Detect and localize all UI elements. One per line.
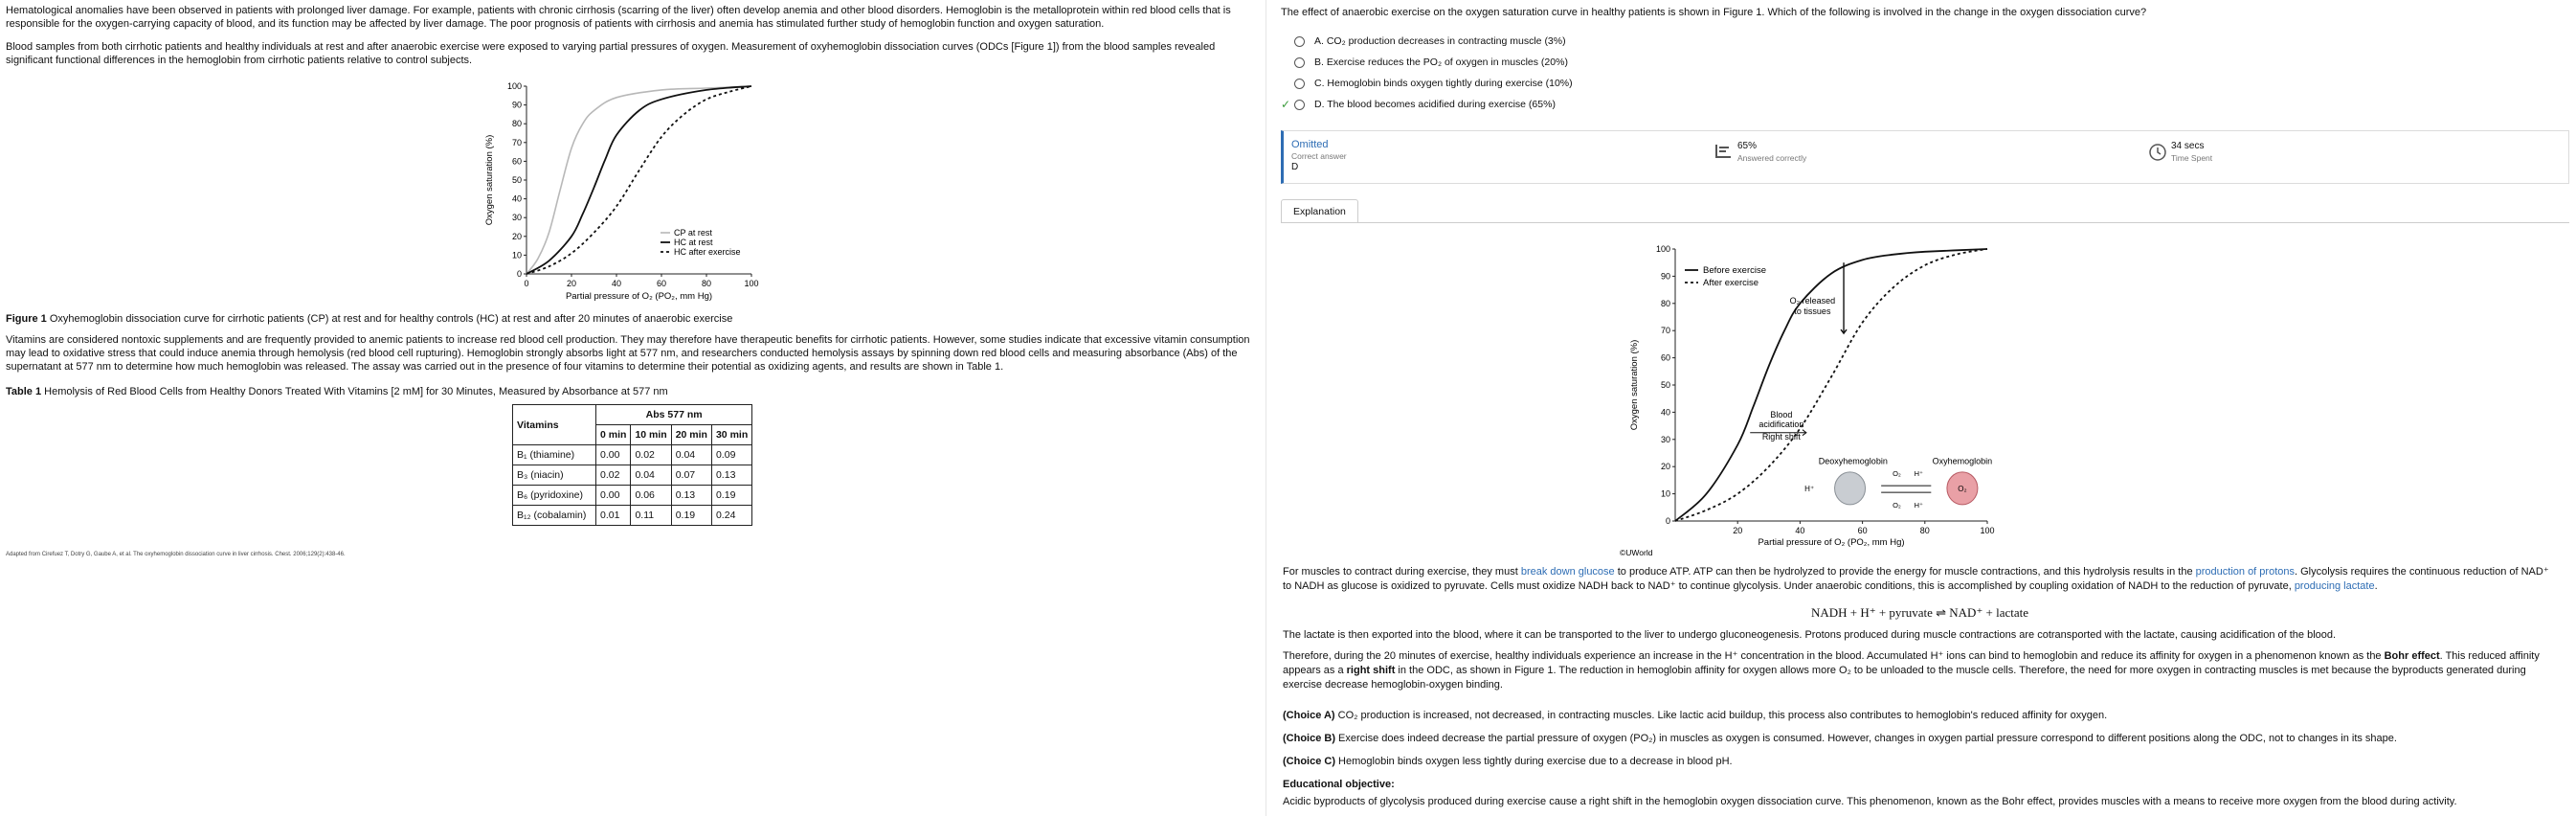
edu-label: Educational objective:: [1283, 779, 1395, 790]
answer-stats-bar: [1281, 130, 2569, 184]
abs-cell: 0.13: [711, 465, 751, 486]
answer-choice-a[interactable]: [1281, 33, 1566, 50]
abs-cell: 0.11: [631, 506, 671, 526]
y-tick-label: 70: [511, 137, 522, 147]
radio-button[interactable]: [1294, 57, 1305, 68]
legend-label: Before exercise: [1703, 265, 1767, 276]
table-head-abs: Abs 577 nm: [596, 405, 752, 425]
h-plus-label: H⁺: [1804, 484, 1815, 493]
table-head-time: 10 min: [631, 425, 671, 445]
y-tick-label: 80: [511, 119, 522, 129]
x-tick-label: 40: [1795, 526, 1805, 535]
explanation-figure: [1616, 238, 2056, 559]
choice-a-explanation: [1283, 709, 2556, 723]
choice-c-label: (Choice C): [1283, 756, 1335, 767]
series-line-2: [1675, 249, 1987, 521]
legend-label: CP at rest: [674, 228, 712, 238]
y-tick-label: 90: [511, 100, 522, 110]
x-axis-label: Partial pressure of O₂ (PO₂, mm Hg): [1758, 537, 1905, 548]
bar-chart-icon: [1714, 143, 1732, 160]
passage-paragraph-2: Blood samples from both cirrhotic patients and healthy individuals at rest and after anaerobic exercise were exposed to varying partial pressures of oxygen. Measurement of oxyhemoglobin dissociation curves (ODCs [Figure 1]) from the blood samples revealed significant functional differences in the hemoglobin from cirrhotic patients relative to control subjects.: [6, 41, 1216, 66]
y-tick-label: 20: [511, 231, 522, 241]
text-span: . This reduced affinity appears as a: [1283, 650, 2540, 676]
o2-label: O₂: [1893, 500, 1901, 510]
y-tick-label: 60: [511, 156, 522, 167]
educational-objective-label: [1283, 778, 2556, 792]
correct-answer-label: Correct answer: [1291, 151, 1347, 161]
y-tick-label: 100: [1655, 244, 1670, 254]
table-head-time: 0 min: [596, 425, 631, 445]
passage-paragraph-1: Hematological anomalies have been observed in patients with prolonged liver damage. For example, patients with chronic cirrhosis (scarring of the liver) often develop anemia and other blood disorders. Hemoglobin is the metalloprotein within red blood cells that is responsible for the oxygen-carrying capacity of blood, and its function may be affected by liver damage. The poor prognosis of patients with cirrhosis and anemia has stimulated further study of hemoglobin function and oxygen saturation.: [6, 5, 1231, 30]
table-1: [512, 404, 752, 526]
text-span: .: [2374, 580, 2378, 592]
link-production-of-protons[interactable]: production of protons: [2195, 566, 2295, 578]
x-axis-label: Partial pressure of O₂ (PO₂, mm Hg): [565, 291, 713, 302]
figure-1-caption: [6, 312, 732, 326]
y-axis-label: Oxygen saturation (%): [484, 134, 495, 226]
x-tick-label: 60: [1857, 526, 1868, 535]
table-1-label: Table 1: [6, 386, 42, 397]
abs-cell: 0.19: [711, 486, 751, 506]
y-tick-label: 40: [511, 193, 522, 204]
copyright-text: ©UWorld: [1620, 548, 1653, 557]
y-tick-label: 100: [506, 81, 522, 91]
text-span: Therefore, during the 20 minutes of exercise, healthy individuals experience an increase in the H⁺ concentration in the blood. Accumulated H⁺ ions can bind to hemoglobin and reduce its affinity for oxygen in a phenomenon known as the: [1283, 650, 2385, 662]
table-1-caption: [6, 385, 668, 398]
legend-label: HC after exercise: [674, 247, 741, 257]
text-span: in the ODC, as shown in Figure 1. The reduction in hemoglobin affinity for oxygen allows more O₂ to be unloaded to the muscle cells. Therefore, the need for more oxygen in contracting muscles is met because the byproducts generated during exercise decrease hemoglobin-oxygen binding.: [1283, 665, 2526, 691]
bohr-effect-term: Bohr effect: [2384, 650, 2440, 662]
status-text: Omitted: [1291, 139, 1329, 150]
abs-cell: 0.07: [671, 465, 711, 486]
annotation-to-tissues: to tissues: [1794, 306, 1831, 317]
annotation-o2-released: O₂ released: [1789, 295, 1836, 306]
y-tick-label: 60: [1660, 352, 1670, 363]
y-tick-label: 70: [1660, 326, 1670, 336]
annotation-right-shift: Right shift: [1761, 431, 1801, 442]
educational-objective-text: Acidic byproducts of glycolysis produced during exercise cause a right shift in the hemoglobin oxygen dissociation curve. This phenomenon, known as the Bohr effect, provides muscles with a means to receive more oxygen from the blood during activity.: [1283, 796, 2457, 807]
link-break-down-glucose[interactable]: break down glucose: [1520, 566, 1615, 578]
figure-1-label: Figure 1: [6, 313, 47, 325]
x-tick-label: 100: [744, 279, 759, 288]
abs-cell: 0.01: [596, 506, 631, 526]
deoxyhemoglobin-icon: [1835, 472, 1866, 505]
question-stem: The effect of anaerobic exercise on the oxygen saturation curve in healthy patients is shown in Figure 1. Which of the following is involved in the change in the oxygen dissociation curve?: [1281, 7, 2147, 18]
vitamin-name: B₁₂ (cobalamin): [513, 506, 596, 526]
x-tick-label: 20: [1733, 526, 1743, 535]
series-line-3: [526, 86, 751, 274]
correct-answer-value: D: [1291, 162, 1299, 172]
choice-b-explanation: [1283, 732, 2556, 746]
x-tick-label: 60: [656, 279, 667, 288]
answer-choice-c[interactable]: [1281, 75, 1573, 92]
explanation-paragraph-1: [1283, 565, 2556, 594]
table-head-time: 20 min: [671, 425, 711, 445]
choice-text: B. Exercise reduces the PO₂ of oxygen in muscles (20%): [1314, 57, 1568, 68]
y-tick-label: 30: [1660, 434, 1670, 444]
x-tick-label: 40: [611, 279, 622, 288]
choice-text: C. Hemoglobin binds oxygen tightly during exercise (10%): [1314, 78, 1573, 89]
link-producing-lactate[interactable]: producing lactate: [2294, 580, 2375, 592]
y-tick-label: 40: [1660, 407, 1670, 418]
table-row: [513, 486, 752, 506]
vitamin-name: B₁ (thiamine): [513, 445, 596, 465]
abs-cell: 0.00: [596, 445, 631, 465]
stat-status: [1291, 139, 1347, 173]
explanation-paragraph-2: The lactate is then exported into the blood, where it can be transported to the liver to undergo gluconeogenesis. Protons produced during muscle contractions are cotransported with the lactate, causing acidification of the blood.: [1283, 629, 2337, 641]
table-head-time: 30 min: [711, 425, 751, 445]
correct-check-icon: ✓: [1281, 98, 1291, 111]
time-value: 34 secs: [2171, 141, 2205, 151]
vitamin-name: B₆ (pyridoxine): [513, 486, 596, 506]
abs-cell: 0.02: [631, 445, 671, 465]
vitamin-name: B₃ (niacin): [513, 465, 596, 486]
abs-cell: 0.00: [596, 486, 631, 506]
x-tick-label: 0: [524, 279, 529, 288]
y-tick-label: 80: [1660, 298, 1670, 308]
text-span: Hemoglobin binds oxygen less tightly during exercise due to a decrease in blood pH.: [1335, 756, 1733, 767]
table-row: [513, 506, 752, 526]
table-header-row: [513, 405, 752, 425]
question-pane: [1264, 0, 2576, 816]
x-tick-label: 20: [566, 279, 577, 288]
abs-cell: 0.24: [711, 506, 751, 526]
x-tick-label: 100: [1980, 526, 1995, 535]
table-row: [513, 465, 752, 486]
clock-icon: [2148, 143, 2167, 162]
legend-label: HC at rest: [674, 238, 713, 247]
series-line-1: [526, 86, 751, 274]
text-span: Exercise does indeed decrease the partial pressure of oxygen (PO₂) in muscles as oxygen is consumed. However, changes in oxygen partial pressure correspond to different positions along the ODC, not to changes in its shape.: [1335, 733, 2397, 744]
radio-button[interactable]: [1294, 36, 1305, 47]
explanation-paragraph-3: [1283, 649, 2556, 692]
y-tick-label: 0: [516, 269, 522, 279]
answer-choice-b[interactable]: [1281, 54, 1568, 71]
text-span: . Glycolysis requires the continuous reduction of NAD⁺ to NADH as glucose is oxidized to pyruvate. Cells must oxidize NADH back to NAD⁺ to continue glycolysis. Under anaerobic conditions, this is accomplished by coupling oxidation of NADH to the reduction of pyruvate,: [1283, 566, 2549, 592]
annotation-acidification: acidification: [1758, 419, 1804, 430]
choice-a-label: (Choice A): [1283, 710, 1335, 721]
y-tick-label: 10: [511, 250, 522, 261]
text-span: For muscles to contract during exercise, they must: [1283, 566, 1521, 578]
choice-c-explanation: [1283, 755, 2556, 769]
table-head-vitamins: Vitamins: [513, 405, 596, 445]
oxyhemoglobin-label: Oxyhemoglobin: [1932, 456, 1993, 466]
y-tick-label: 0: [1665, 516, 1670, 526]
y-tick-label: 20: [1660, 462, 1670, 472]
o2-bound-label: O₂: [1958, 484, 1967, 493]
percent-label: Answered correctly: [1737, 153, 1807, 163]
abs-cell: 0.19: [671, 506, 711, 526]
deoxyhemoglobin-label: Deoxyhemoglobin: [1818, 456, 1888, 466]
o2-label: O₂: [1893, 469, 1901, 479]
abs-cell: 0.06: [631, 486, 671, 506]
series-line-1: [1675, 249, 1987, 521]
figure-1-caption-text: Oxyhemoglobin dissociation curve for cirrhotic patients (CP) at rest and for healthy controls (HC) at rest and after 20 minutes of anaerobic exercise: [46, 313, 733, 325]
equation: NADH + H⁺ + pyruvate ⇌ NAD⁺ + lactate: [1810, 605, 2029, 620]
h-plus-label: H⁺: [1914, 500, 1923, 510]
citation: Adapted from Cirefuez T, Dotry G, Gaube A, et al. The oxyhemoglobin dissociation curve in liver cirrhosis. Chest. 2006;129(2):438-46.: [6, 552, 346, 557]
right-shift-term: right shift: [1346, 665, 1396, 676]
y-tick-label: 10: [1660, 488, 1670, 499]
y-tick-label: 30: [511, 213, 522, 223]
tab-underline: [1281, 222, 2569, 223]
y-tick-label: 50: [511, 175, 522, 185]
percent-value: 65%: [1737, 141, 1758, 151]
series-line-2: [526, 86, 751, 274]
radio-button[interactable]: [1294, 79, 1305, 89]
radio-button[interactable]: [1294, 100, 1305, 110]
choice-text: A. CO₂ production decreases in contracting muscle (3%): [1314, 35, 1566, 47]
abs-cell: 0.02: [596, 465, 631, 486]
x-tick-label: 80: [701, 279, 712, 288]
x-tick-label: 80: [1919, 526, 1930, 535]
table-1-caption-text: Hemolysis of Red Blood Cells from Healthy Donors Treated With Vitamins [2 mM] for 30 Minutes, Measured by Absorbance at 577 nm: [41, 386, 668, 397]
y-tick-label: 90: [1660, 271, 1670, 282]
abs-cell: 0.04: [631, 465, 671, 486]
tab-explanation[interactable]: Explanation: [1281, 199, 1358, 223]
abs-cell: 0.09: [711, 445, 751, 465]
passage-pane: [0, 0, 1264, 816]
table-row: [513, 445, 752, 465]
figure-1-chart: [479, 77, 785, 306]
abs-cell: 0.04: [671, 445, 711, 465]
h-plus-label: H⁺: [1914, 469, 1923, 479]
time-label: Time Spent: [2171, 153, 2213, 163]
annotation-blood: Blood: [1770, 410, 1793, 420]
legend-label: After exercise: [1703, 278, 1759, 288]
y-tick-label: 50: [1660, 380, 1670, 390]
abs-cell: 0.13: [671, 486, 711, 506]
answer-choice-d[interactable]: [1281, 96, 1556, 113]
passage-paragraph-3: Vitamins are considered nontoxic supplements and are frequently provided to anemic patients to increase red blood cell production. They may therefore have therapeutic benefits for cirrhotic patients. However, some studies indicate that excessive vitamin consumption may lead to oxidative stress that could induce anemia through hemolysis (red blood cell rupturing). Hemoglobin strongly absorbs light at 577 nm, and researchers conducted hemolysis assays by spinning down red blood cells and measuring absorbance (Abs) of the supernatant at 577 nm to determine how much hemoglobin was released. The assay was carried out in the presence of four vitamins to determine their potential as oxidizing agents, and results are shown in Table 1.: [6, 334, 1250, 373]
y-axis-label: Oxygen saturation (%): [1629, 339, 1640, 431]
choice-b-label: (Choice B): [1283, 733, 1335, 744]
choice-text: D. The blood becomes acidified during exercise (65%): [1314, 99, 1556, 110]
text-span: CO₂ production is increased, not decreased, in contracting muscles. Like lactic acid buildup, this process also contributes to hemoglobin's reduced affinity for oxygen.: [1334, 710, 2108, 721]
text-span: to produce ATP. ATP can then be hydrolyzed to provide the energy for muscle contractions, and this hydrolysis results in the: [1614, 566, 2196, 578]
